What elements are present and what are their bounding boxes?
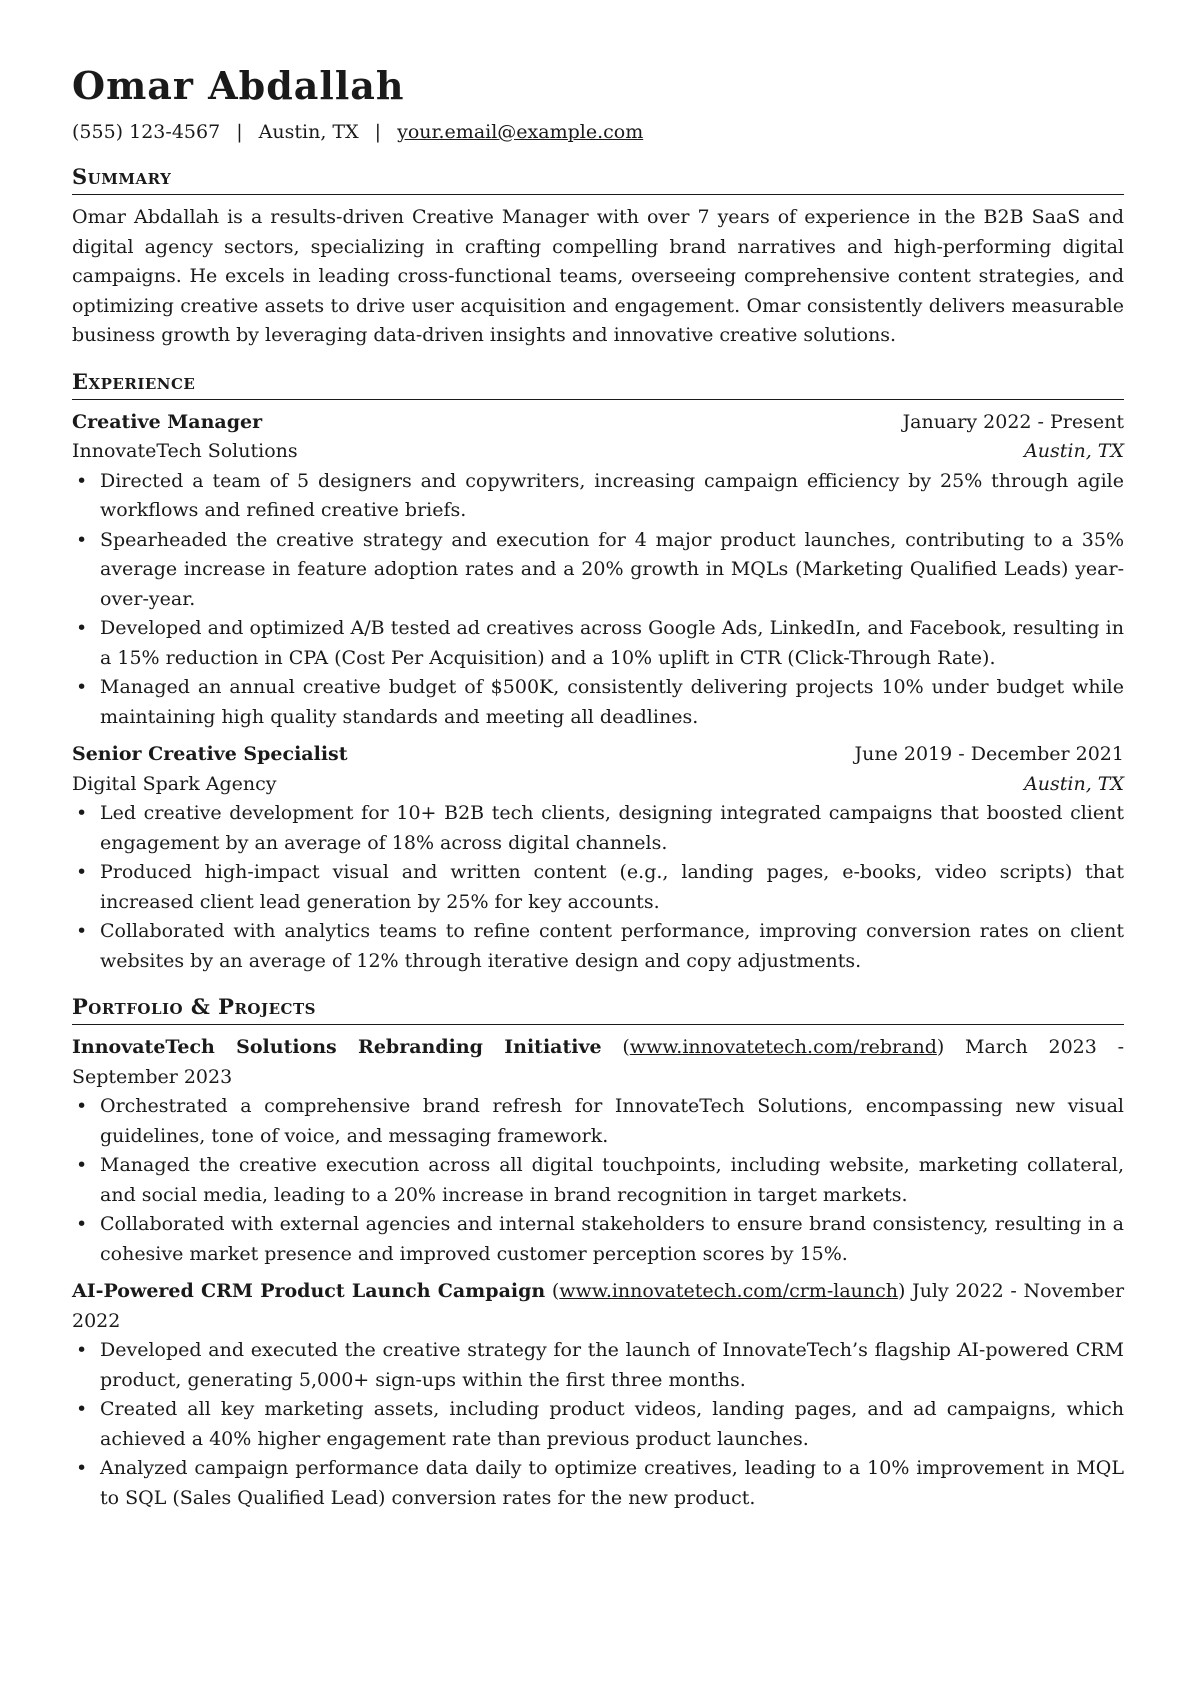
bullet-item: • Orchestrated a comprehensive brand refresh for InnovateTech Solutions, encompassing new visual guidelines, tone of voice, and messaging framework. (100, 1092, 1124, 1151)
contact-line (72, 118, 1124, 146)
bullet-item: • Spearheaded the creative strategy and execution for 4 major product launches, contributing to a 35% average increase in feature adoption rates and a 20% growth in MQLs (Marketing Qualified Leads) year-over-year. (100, 526, 1124, 615)
bullet-dot-icon: • (76, 1398, 88, 1420)
bullet-dot-icon: • (76, 469, 88, 492)
bullet-item: • Collaborated with external agencies and internal stakeholders to ensure brand consistency, resulting in a cohesive market presence and improved customer perception scores by 15%. (100, 1210, 1124, 1269)
project-dates: March 2023 - September 2023 (72, 1036, 1125, 1088)
project-title: AI-Powered CRM Product Launch Campaign (72, 1280, 546, 1302)
project-entry: InnovateTech Solutions Rebranding Initiative (www.innovatetech.com/rebrand) March 2023 - September 2023 • Orchestrated a comprehensive brand refresh for InnovateTech Solutions, encompassing new visual guidelines, tone of voice, and messaging framework. • Managed the creative execution across all digital touchpoints, including website, marketing collateral, and social media, leading to a 20% increase in brand recognition in target markets. • Collaborated with external agencies and internal stakeholders to ensure brand consistency, resulting in a cohesive market presence and improved customer perception scores by 15%. (72, 1033, 1124, 1269)
job-role: Senior Creative Specialist (72, 743, 348, 765)
bullet-item: • Produced high-impact visual and written content (e.g., landing pages, e-books, video scripts) that increased client lead generation by 25% for key accounts. (100, 858, 1124, 917)
job-location: Austin, TX (1024, 772, 1124, 795)
bullet-item: • Managed an annual creative budget of $500K, consistently delivering projects 10% under budget while maintaining high quality standards and meeting all deadlines. (100, 673, 1124, 732)
projects-heading: Portfolio & Projects (72, 992, 1124, 1025)
email-link[interactable]: your.email@example.com (397, 121, 644, 143)
project-bullets (72, 1092, 1124, 1269)
job-dates: January 2022 - Present (902, 410, 1124, 433)
bullet-dot-icon: • (76, 1213, 88, 1235)
project-link[interactable]: www.innovatetech.com/crm-launch (559, 1280, 898, 1302)
job-company: Digital Spark Agency (72, 772, 277, 795)
bullet-dot-icon: • (76, 920, 88, 942)
project-dates: July 2022 - November 2022 (72, 1280, 1125, 1332)
bullet-dot-icon: • (76, 1457, 88, 1479)
bullet-dot-icon: • (76, 861, 88, 883)
project-link[interactable]: www.innovatetech.com/rebrand (629, 1036, 937, 1058)
job-bullets (72, 467, 1124, 733)
job-entry (72, 740, 1124, 976)
location-text: Austin, TX (258, 121, 359, 143)
bullet-dot-icon: • (76, 676, 88, 698)
bullet-dot-icon: • (76, 528, 88, 551)
bullet-item: • Developed and executed the creative strategy for the launch of InnovateTech’s flagship AI-powered CRM product, generating 5,000+ sign-ups within the first three months. (100, 1336, 1124, 1395)
bullet-item: • Created all key marketing assets, including product videos, landing pages, and ad campaigns, which achieved a 40% higher engagement rate than previous product launches. (100, 1395, 1124, 1454)
bullet-item: • Collaborated with analytics teams to refine content performance, improving conversion rates on client websites by an average of 12% through iterative design and copy adjustments. (100, 917, 1124, 976)
resume-page (72, 58, 1124, 1513)
job-entry (72, 408, 1124, 733)
bullet-dot-icon: • (76, 617, 88, 639)
bullet-dot-icon: • (76, 802, 88, 824)
bullet-item: • Led creative development for 10+ B2B tech clients, designing integrated campaigns that boosted client engagement by an average of 18% across digital channels. (100, 799, 1124, 858)
contact-separator: | (236, 121, 243, 143)
project-bullets (72, 1336, 1124, 1513)
bullet-item: • Developed and optimized A/B tested ad creatives across Google Ads, LinkedIn, and Facebook, resulting in a 15% reduction in CPA (Cost Per Acquisition) and a 10% uplift in CTR (Click-Through Rate). (100, 614, 1124, 673)
phone-number: (555) 123-4567 (72, 121, 221, 143)
experience-heading: Experience (72, 367, 1124, 400)
project-entry: AI-Powered CRM Product Launch Campaign (www.innovatetech.com/crm-launch) July 2022 - November 2022 • Developed and executed the creative strategy for the launch of InnovateTech’s flagship AI-powered CRM product, generating 5,000+ sign-ups within the first three months. • Created all key marketing assets, including product videos, landing pages, and ad campaigns, which achieved a 40% higher engagement rate than previous product launches. • Analyzed campaign performance data daily to optimize creatives, leading to a 10% improvement in MQL to SQL (Sales Qualified Lead) conversion rates for the new product. (72, 1277, 1124, 1513)
bullet-item: • Managed the creative execution across all digital touchpoints, including website, marketing collateral, and social media, leading to a 20% increase in brand recognition in target markets. (100, 1151, 1124, 1210)
summary-heading: Summary (72, 162, 1124, 195)
job-dates: June 2019 - December 2021 (854, 743, 1124, 765)
job-bullets (72, 799, 1124, 976)
candidate-name: Omar Abdallah (72, 63, 405, 108)
contact-separator: | (374, 121, 382, 143)
job-location: Austin, TX (1024, 440, 1124, 462)
job-role: Creative Manager (72, 410, 263, 433)
bullet-item: • Analyzed campaign performance data daily to optimize creatives, leading to a 10% improvement in MQL to SQL (Sales Qualified Lead) conversion rates for the new product. (100, 1454, 1124, 1513)
bullet-dot-icon: • (76, 1154, 88, 1176)
bullet-dot-icon: • (76, 1339, 88, 1361)
project-title: InnovateTech Solutions Rebranding Initiative (72, 1036, 602, 1058)
bullet-item: • Directed a team of 5 designers and copywriters, increasing campaign efficiency by 25% through agile workflows and refined creative briefs. (100, 467, 1124, 526)
job-company: InnovateTech Solutions (72, 440, 298, 462)
summary-text: Omar Abdallah is a results-driven Creative Manager with over 7 years of experience in the B2B SaaS and digital agency sectors, specializing in crafting compelling brand narratives and high-performing digital campaigns. He excels in leading cross-functional teams, overseeing comprehensive content strategies, and optimizing creative assets to drive user acquisition and engagement. Omar consistently delivers measurable business growth by leveraging data-driven insights and innovative creative solutions. (72, 206, 1124, 346)
bullet-dot-icon: • (76, 1095, 88, 1117)
